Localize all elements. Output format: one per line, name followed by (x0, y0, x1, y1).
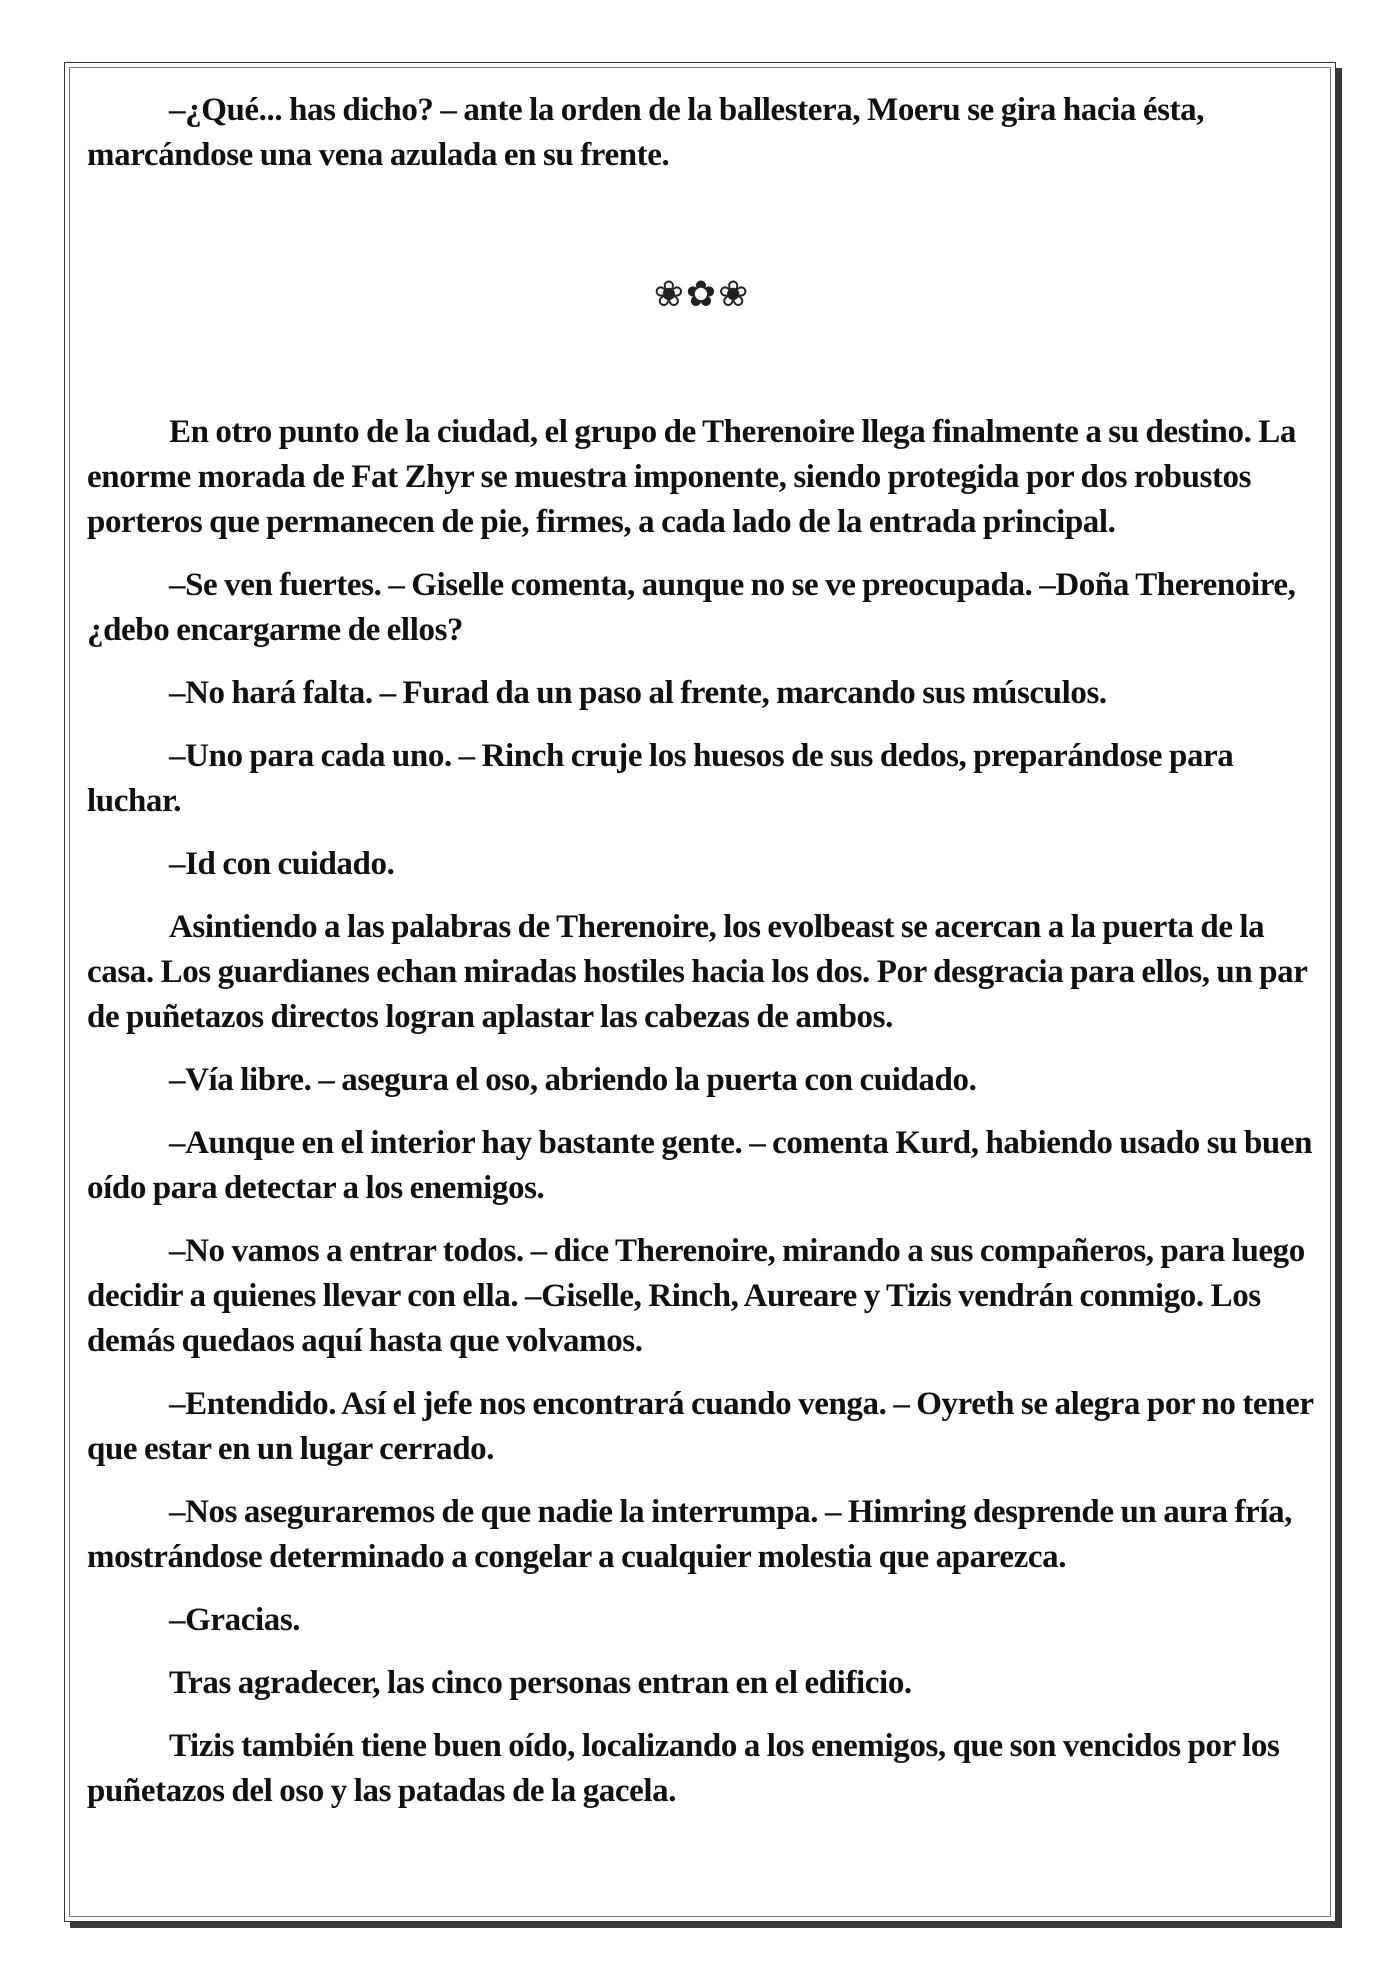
paragraph: –Se ven fuertes. – Giselle comenta, aunque no se ve preocupada. –Doña Therenoire, ¿debo encargarme de ellos? (87, 567, 1296, 648)
paragraph: –Entendido. Así el jefe nos encontrará cuando venga. – Oyreth se alegra por no tener que estar en un lugar cerrado. (87, 1386, 1314, 1467)
paragraph: –Aunque en el interior hay bastante gente. – comenta Kurd, habiendo usado su buen oído para detectar a los enemigos. (87, 1125, 1313, 1206)
paragraph: –Nos aseguraremos de que nadie la interrumpa. – Himring desprende un aura fría, mostrándose determinado a congelar a cualquier molestia que aparezca. (87, 1494, 1293, 1575)
paragraph: –Gracias. (169, 1602, 301, 1638)
paragraph: –No hará falta. – Furad da un paso al frente, marcando sus músculos. (169, 675, 1107, 711)
page-content (87, 88, 1317, 1832)
paragraph: –Id con cuidado. (169, 846, 395, 882)
page-frame (64, 62, 1336, 1922)
paragraph: Tizis también tiene buen oído, localizando a los enemigos, que son vencidos por los puñetazos del oso y las patadas de la gacela. (87, 1728, 1280, 1809)
paragraph: En otro punto de la ciudad, el grupo de Therenoire llega finalmente a su destino. La enorme morada de Fat Zhyr se muestra imponente, siendo protegida por dos robustos porteros que permanecen de pie, firmes, a cada lado de la entrada principal. (87, 414, 1296, 540)
paragraph: –¿Qué... has dicho? – ante la orden de la ballestera, Moeru se gira hacia ésta, marcándose una vena azulada en su frente. (87, 92, 1205, 173)
paragraph: Asintiendo a las palabras de Therenoire, los evolbeast se acercan a la puerta de la casa. Los guardianes echan miradas hostiles hacia los dos. Por desgracia para ellos, un par de puñetazos directos logran aplastar las cabezas de ambos. (87, 909, 1307, 1035)
paragraph: Tras agradecer, las cinco personas entran en el edificio. (169, 1665, 912, 1701)
scene-break-ornament: ❀✿❀ (653, 274, 751, 314)
paragraph: –Vía libre. – asegura el oso, abriendo la puerta con cuidado. (169, 1062, 977, 1098)
paragraph: –No vamos a entrar todos. – dice Therenoire, mirando a sus compañeros, para luego decidir a quienes llevar con ella. –Giselle, Rinch, Aureare y Tizis vendrán conmigo. Los demás quedaos aquí hasta que volvamos. (87, 1233, 1305, 1359)
paragraph: –Uno para cada uno. – Rinch cruje los huesos de sus dedos, preparándose para luchar. (87, 738, 1234, 819)
